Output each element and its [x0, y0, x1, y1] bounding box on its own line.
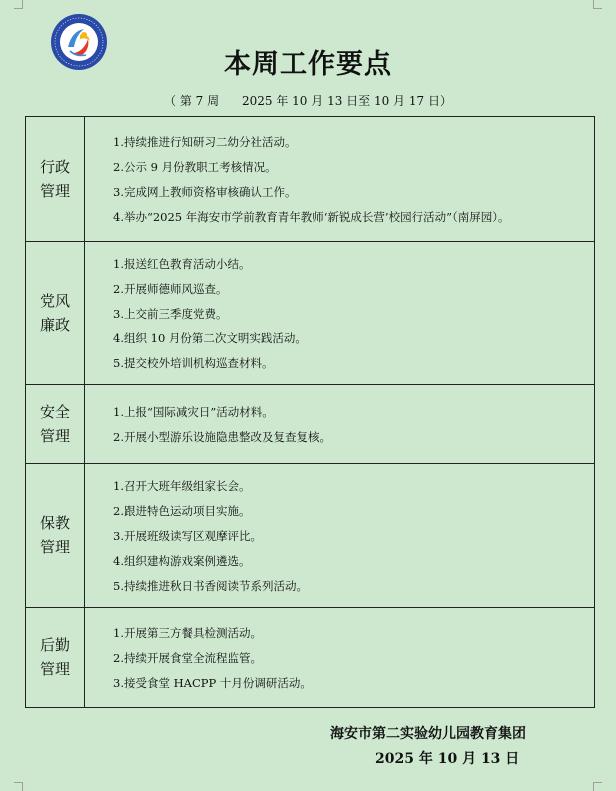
table-row-admin — [26, 117, 595, 242]
work-plan-table — [25, 116, 595, 708]
list-item: 4.组织 10 月份第二次文明实践活动。 — [113, 331, 307, 346]
category-label: 后勤管理 — [39, 636, 70, 679]
list-item: 1.召开大班年级组家长会。 — [113, 479, 251, 494]
page-title: 本周工作要点 — [224, 49, 392, 80]
list-item: 3.开展班级读写区观摩评比。 — [113, 529, 262, 544]
list-item: 1.开展第三方餐具检测活动。 — [113, 626, 262, 641]
category-cell — [26, 607, 85, 707]
list-item: 1.报送红色教育活动小结。 — [113, 257, 251, 271]
signature-date: 2025 年 10 月 13 日 — [375, 751, 520, 767]
list-item: 3.完成网上教师资格审核确认工作。 — [113, 185, 297, 199]
category-cell — [26, 117, 85, 242]
list-item: 2.开展师德师风巡查。 — [113, 281, 228, 296]
category-cell — [26, 242, 85, 385]
items-cell — [85, 607, 595, 707]
table-row-safety — [26, 384, 595, 463]
list-item: 2.持续开展食堂全流程监管。 — [113, 651, 262, 666]
list-item: 1.持续推进行知研习二幼分社活动。 — [113, 135, 297, 150]
signature-organization: 海安市第二实验幼儿园教育集团 — [330, 726, 526, 742]
list-item: 2.开展小型游乐设施隐患整改及复查复核。 — [113, 429, 331, 444]
items-cell — [85, 117, 595, 242]
items-cell — [85, 384, 595, 463]
category-label: 党风廉政 — [39, 291, 70, 334]
list-item: 1.上报“国际减灾日”活动材料。 — [113, 405, 274, 420]
list-item: 5.提交校外培训机构巡查材料。 — [113, 356, 274, 371]
table-row-logistics — [26, 607, 595, 707]
items-cell — [85, 242, 595, 385]
page-corner-mark — [593, 0, 602, 9]
list-item: 2.公示 9 月份教职工考核情况。 — [113, 160, 277, 175]
page-corner-mark — [593, 782, 602, 791]
category-label: 安全管理 — [39, 402, 70, 445]
week-date-range: （ 第 7 周 2025 年 10 月 13 日至 10 月 17 日） — [164, 94, 452, 108]
table-row-party — [26, 242, 595, 385]
category-label: 保教管理 — [39, 514, 70, 557]
list-item: 3.上交前三季度党费。 — [113, 306, 228, 321]
category-cell — [26, 384, 85, 463]
page-corner-mark — [14, 0, 23, 9]
category-label: 行政管理 — [39, 158, 70, 200]
items-cell — [85, 463, 595, 607]
list-item: 3.接受食堂 HACPP 十月份调研活动。 — [113, 675, 312, 690]
list-item: 4.举办“2025 年海安市学前教育青年教师‘新锐成长营’校园行活动”（南屏园）。 — [113, 209, 510, 224]
list-item: 2.跟进特色运动项目实施。 — [113, 504, 251, 519]
category-cell — [26, 463, 85, 607]
page-corner-mark — [14, 782, 23, 791]
list-item: 5.持续推进秋日书香阅读节系列活动。 — [113, 578, 308, 593]
table-row-education — [26, 463, 595, 607]
list-item: 4.组织建构游戏案例遴选。 — [113, 553, 251, 568]
